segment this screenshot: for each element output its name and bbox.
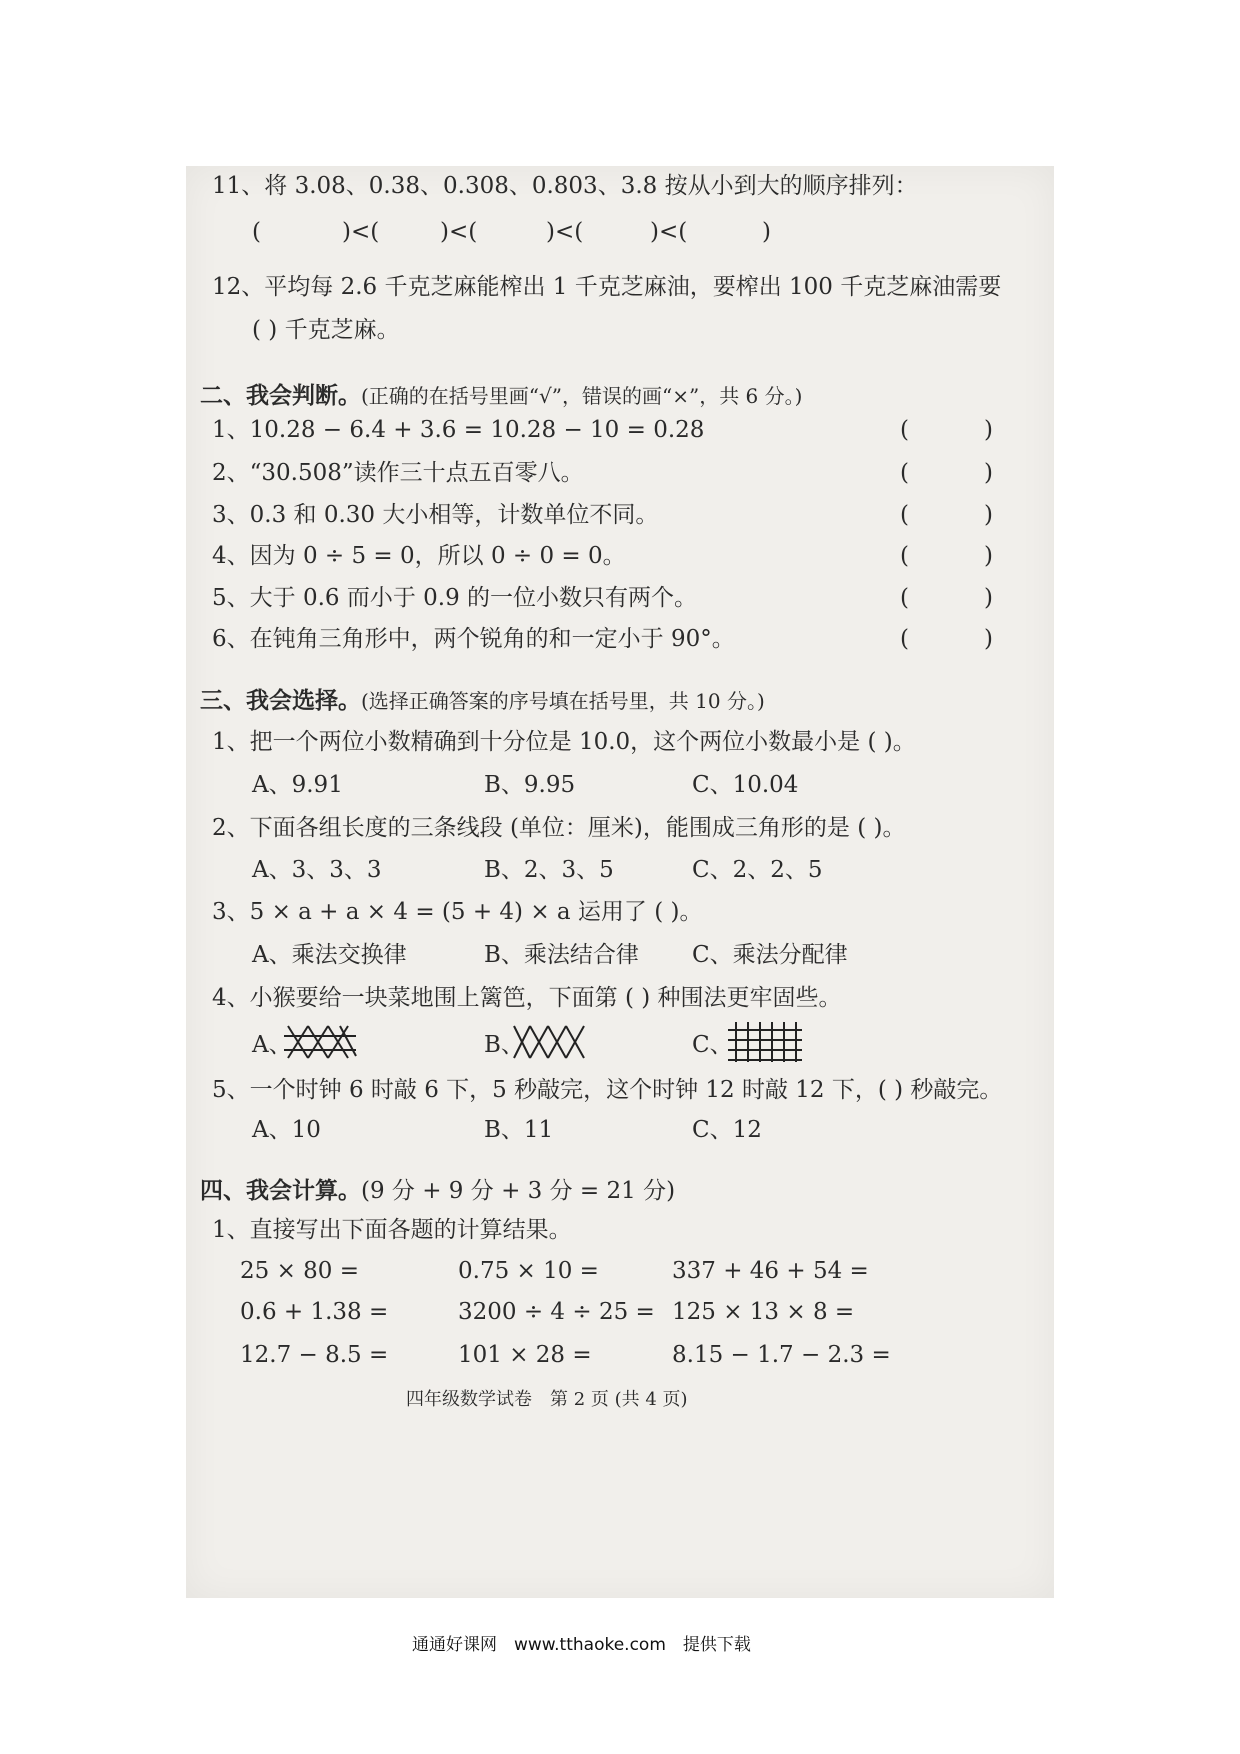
section-choice-heading: 三、我会选择。: [200, 687, 361, 714]
blank-separator: )<(: [342, 219, 380, 245]
choice-option-a: A、3、3、3: [252, 857, 382, 883]
blank-separator: )<(: [440, 219, 478, 245]
choice-option-c: C、乘法分配律: [692, 942, 848, 968]
calc-item: 3200 ÷ 4 ÷ 25 =: [458, 1299, 655, 1325]
choice-option-b: B、9.95: [484, 772, 576, 798]
choice-option-c: C、: [692, 1032, 733, 1058]
choice-question-text: 3、5 × a + a × 4 = (5 + 4) × a 运用了 ( )。: [212, 899, 703, 925]
choice-option-b: B、11: [484, 1117, 554, 1143]
calc-item: 12.7 − 8.5 =: [240, 1342, 389, 1368]
choice-option-a: A、10: [252, 1117, 321, 1143]
calc-item: 0.6 + 1.38 =: [240, 1299, 389, 1325]
answer-bracket-open: (: [900, 543, 909, 569]
choice-question-3: [212, 897, 703, 927]
answer-bracket-close: ): [984, 626, 993, 652]
judge-item-1: [212, 415, 704, 445]
judge-item-text: 3、0.3 和 0.30 大小相等，计数单位不同。: [212, 502, 659, 528]
section-calc-score: (9 分 + 9 分 + 3 分 = 21 分): [361, 1178, 676, 1204]
choice-question-1: [212, 727, 916, 757]
judge-item-4: [212, 541, 626, 571]
calc-question-1: [212, 1215, 572, 1245]
calc-item: 337 + 46 + 54 =: [672, 1258, 869, 1284]
section-calc-heading: 四、我会计算。: [200, 1177, 361, 1204]
answer-bracket-open: (: [900, 626, 909, 652]
judge-item-text: 4、因为 0 ÷ 5 = 0，所以 0 ÷ 0 = 0。: [212, 543, 626, 569]
choice-question-5: [212, 1075, 1002, 1105]
section-judge-instruction: (正确的在括号里画“√”，错误的画“×”，共 6 分。): [361, 384, 803, 408]
choice-option-a: A、乘法交换律: [252, 942, 407, 968]
choice-option-a: A、: [252, 1032, 292, 1058]
judge-item-3: [212, 500, 658, 530]
calc-item: 101 × 28 =: [458, 1342, 592, 1368]
question-12-text: 12、平均每 2.6 千克芝麻能榨出 1 千克芝麻油，要榨出 100 千克芝麻油需要: [212, 274, 1002, 300]
choice-option-b: B、2、3、5: [484, 857, 614, 883]
choice-option-a: A、9.91: [252, 772, 343, 798]
judge-item-text: 2、“30.508”读作三十点五百零八。: [212, 460, 584, 486]
choice-option-b: B、: [484, 1032, 524, 1058]
answer-bracket-close: ): [984, 543, 993, 569]
blank-separator: )<(: [650, 219, 688, 245]
choice-question-4: [212, 983, 842, 1013]
section-judge-heading: 二、我会判断。: [200, 382, 361, 409]
fence-cross-pattern-a-icon: [282, 1022, 358, 1062]
question-11-text: 11、将 3.08、0.38、0.308、0.803、3.8 按从小到大的顺序排列：: [212, 173, 918, 199]
answer-bracket-open: (: [900, 585, 909, 611]
answer-bracket-open: (: [900, 460, 909, 486]
blank-open: (: [252, 219, 261, 245]
choice-option-b: B、乘法结合律: [484, 942, 639, 968]
answer-bracket-close: ): [984, 502, 993, 528]
calc-question-text: 1、直接写出下面各题的计算结果。: [212, 1217, 572, 1243]
section-choice-instruction: (选择正确答案的序号填在括号里，共 10 分。): [361, 689, 765, 713]
judge-item-5: [212, 583, 697, 613]
calc-item: 125 × 13 × 8 =: [672, 1299, 855, 1325]
blank-close: ): [762, 219, 771, 245]
judge-item-2: [212, 458, 584, 488]
question-12: [212, 272, 1001, 302]
answer-bracket-close: ): [984, 417, 993, 443]
calc-item: 8.15 − 1.7 − 2.3 =: [672, 1342, 891, 1368]
fence-grid-pattern-c-icon: [726, 1020, 804, 1064]
page-footer: 四年级数学试卷 第 2 页 (共 4 页): [406, 1389, 688, 1410]
question-11-blanks: [212, 217, 832, 247]
answer-bracket-open: (: [900, 417, 909, 443]
choice-question-2: [212, 813, 905, 843]
judge-item-text: 1、10.28 − 6.4 + 3.6 = 10.28 − 10 = 0.28: [212, 417, 705, 443]
choice-question-text: 5、一个时钟 6 时敲 6 下，5 秒敲完，这个时钟 12 时敲 12 下，( ) 秒敲完。: [212, 1077, 1003, 1103]
judge-item-text: 6、在钝角三角形中，两个锐角的和一定小于 90°。: [212, 626, 735, 652]
choice-question-text: 4、小猴要给一块菜地围上篱笆，下面第 ( ) 种围法更牢固些。: [212, 985, 842, 1011]
blank-separator: )<(: [546, 219, 584, 245]
calc-item: 0.75 × 10 =: [458, 1258, 599, 1284]
answer-bracket-close: ): [984, 460, 993, 486]
section-choice-title: [200, 686, 765, 716]
answer-bracket-open: (: [900, 502, 909, 528]
question-12-answer: ( ) 千克芝麻。: [252, 317, 400, 343]
judge-item-6: [212, 624, 735, 654]
question-11: [212, 171, 918, 201]
download-site-text[interactable]: 通通好课网 www.tthaoke.com 提供下载: [412, 1635, 751, 1655]
question-12-line2: [252, 315, 400, 345]
choice-question-text: 1、把一个两位小数精确到十分位是 10.0，这个两位小数最小是 ( )。: [212, 729, 916, 755]
fence-cross-pattern-b-icon: [512, 1022, 588, 1062]
section-calc-title: [200, 1176, 675, 1206]
choice-question-text: 2、下面各组长度的三条线段 (单位：厘米)，能围成三角形的是 ( )。: [212, 815, 906, 841]
answer-bracket-close: ): [984, 585, 993, 611]
calc-item: 25 × 80 =: [240, 1258, 360, 1284]
section-judge-title: [200, 381, 802, 411]
choice-option-c: C、10.04: [692, 772, 799, 798]
judge-item-text: 5、大于 0.6 而小于 0.9 的一位小数只有两个。: [212, 585, 698, 611]
choice-option-c: C、12: [692, 1117, 762, 1143]
choice-option-c: C、2、2、5: [692, 857, 823, 883]
